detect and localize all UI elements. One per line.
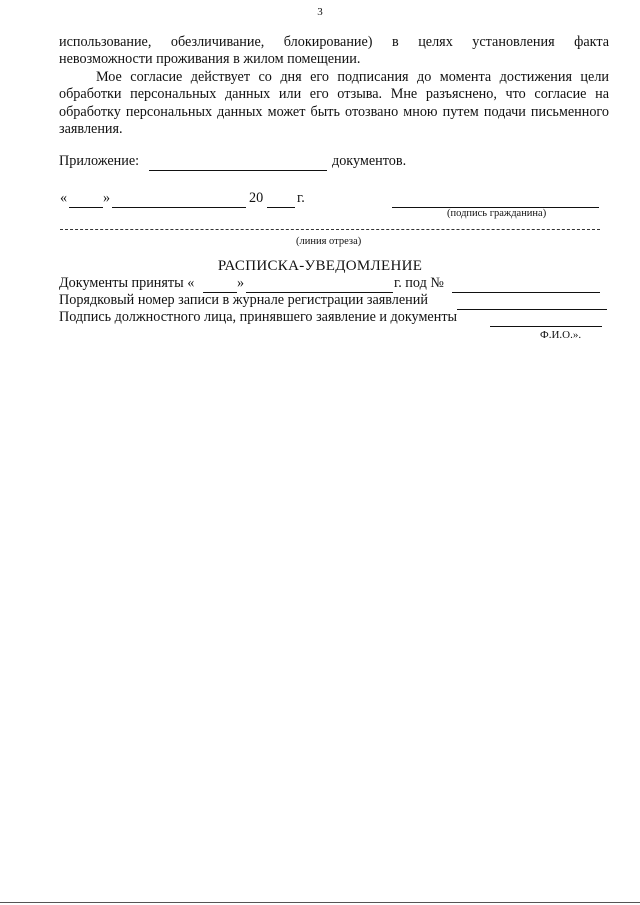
accepted-prefix: Документы приняты « bbox=[59, 275, 195, 291]
page-bottom-edge bbox=[0, 902, 640, 903]
official-line-label: Подпись должностного лица, принявшего заявление и документы bbox=[59, 309, 458, 325]
fio-caption: Ф.И.О.». bbox=[540, 329, 582, 341]
date-close-quote: » bbox=[103, 190, 111, 206]
page-number: 3 bbox=[317, 6, 323, 18]
date-year-prefix: 20 bbox=[249, 190, 264, 206]
official-signature-field[interactable] bbox=[490, 310, 602, 327]
attachment-label: Приложение: bbox=[59, 153, 140, 169]
date-day-field[interactable] bbox=[69, 191, 103, 208]
citizen-signature-field[interactable] bbox=[392, 191, 599, 208]
cut-line bbox=[60, 229, 600, 230]
accepted-middle: » bbox=[237, 275, 245, 291]
accepted-day-field[interactable] bbox=[203, 276, 237, 293]
attachment-suffix: документов. bbox=[332, 153, 407, 169]
accepted-year-label: г. под № bbox=[394, 275, 444, 291]
signature-caption: (подпись гражданина) bbox=[447, 208, 547, 219]
date-month-field[interactable] bbox=[112, 191, 246, 208]
date-year-suffix: г. bbox=[297, 190, 305, 206]
register-entry-field[interactable] bbox=[457, 293, 607, 310]
date-open-quote: « bbox=[60, 190, 68, 206]
cut-line-caption: (линия отреза) bbox=[296, 236, 362, 247]
consent-paragraph-2: Мое согласие действует со дня его подписания до момента достижения цели обработки персональных данных или его отзыва. Мне разъяснено, что согласие на обработку персональных данных может быть отозвано мною путем подачи письменного заявления. bbox=[59, 69, 609, 138]
attachment-count-field[interactable] bbox=[149, 154, 327, 171]
register-line-label: Порядковый номер записи в журнале регистрации заявлений bbox=[59, 292, 428, 308]
registration-number-field[interactable] bbox=[452, 276, 600, 293]
accepted-month-field[interactable] bbox=[246, 276, 393, 293]
date-year-field[interactable] bbox=[267, 191, 295, 208]
consent-paragraph-1: использование, обезличивание, блокирование) в целях установления факта невозможности проживания в жилом помещении. bbox=[59, 34, 609, 68]
receipt-title: РАСПИСКА-УВЕДОМЛЕНИЕ bbox=[217, 258, 423, 274]
